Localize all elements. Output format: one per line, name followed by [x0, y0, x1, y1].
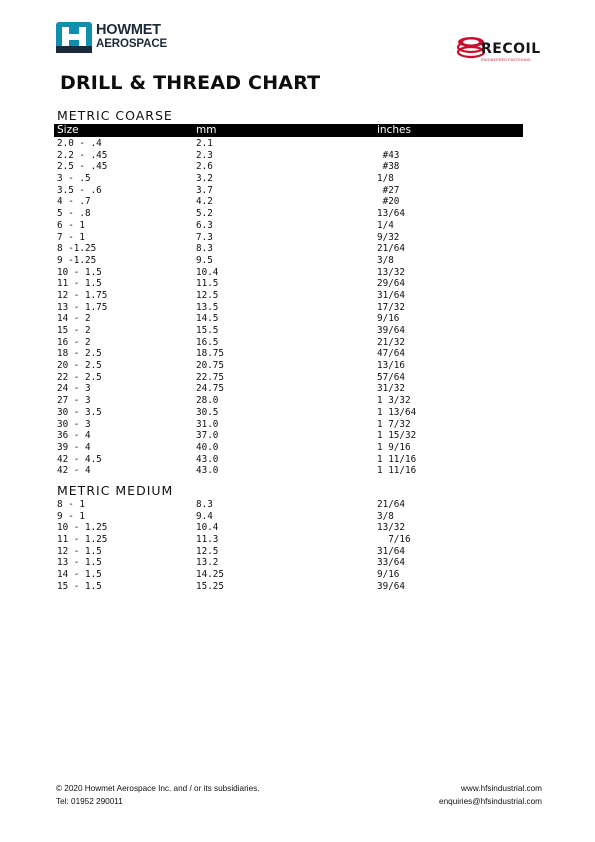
cell-inches: 29/64: [377, 278, 405, 290]
cell-mm: 43.0: [196, 453, 219, 465]
cell-size: 3 - .5: [57, 173, 91, 185]
cell-inches: 31/64: [377, 289, 405, 301]
cell-mm: 10.4: [196, 522, 219, 534]
metric-coarse-table: [57, 138, 527, 477]
cell-inches: 9/32: [377, 231, 400, 243]
howmet-logo-line2: AEROSPACE: [96, 38, 168, 50]
cell-inches: 21/32: [377, 336, 405, 348]
cell-mm: 15.5: [196, 325, 219, 336]
footer-copyright: © 2020 Howmet Aerospace Inc. and / or its subsidiaries.: [56, 784, 260, 793]
cell-mm: 31.0: [196, 418, 219, 430]
cell-size: 2.5 - .45: [57, 161, 108, 173]
table-row: [57, 407, 527, 419]
cell-size: 14 - 2: [57, 313, 91, 325]
cell-mm: 3.7: [196, 184, 213, 196]
table-row: [57, 232, 527, 244]
cell-mm: 15.25: [196, 580, 224, 591]
cell-size: 12 - 1.75: [57, 289, 108, 301]
footer-website[interactable]: www.hfsindustrial.com: [461, 784, 542, 793]
cell-mm: 5.2: [196, 208, 213, 220]
cell-size: 3.5 - .6: [57, 184, 102, 196]
table-row: [57, 511, 527, 523]
section-title-metric-coarse: METRIC COARSE: [57, 108, 173, 123]
cell-size: 2.2 - .45: [57, 149, 108, 161]
cell-size: 22 - 2.5: [57, 371, 102, 383]
cell-inches: 17/32: [377, 301, 405, 313]
cell-size: 24 - 3: [57, 383, 91, 395]
recoil-logo: [455, 36, 547, 66]
cell-mm: 22.75: [196, 371, 224, 383]
cell-mm: 8.3: [196, 499, 213, 510]
cell-size: 9 -1.25: [57, 254, 97, 266]
table-row: [57, 255, 527, 267]
cell-inches: #20: [377, 196, 400, 208]
cell-inches: 9/16: [377, 569, 400, 581]
cell-inches: 1 11/16: [377, 453, 417, 465]
cell-size: 14 - 1.5: [57, 569, 102, 581]
cell-mm: 18.75: [196, 348, 224, 360]
recoil-logo-tagline: ENGINEERED FASTENING: [481, 58, 531, 62]
cell-inches: 1/4: [377, 219, 394, 231]
howmet-logo: [56, 21, 186, 53]
section-title-metric-medium: METRIC MEDIUM: [57, 483, 174, 498]
table-row: [57, 313, 527, 325]
cell-size: 30 - 3.5: [57, 406, 102, 418]
cell-mm: 20.75: [196, 360, 224, 372]
cell-inches: 31/64: [377, 545, 405, 557]
cell-mm: 13.2: [196, 557, 219, 569]
table-row: [57, 383, 527, 395]
cell-size: 11 - 1.5: [57, 278, 102, 290]
cell-inches: 3/8: [377, 254, 394, 266]
cell-inches: 39/64: [377, 580, 405, 591]
cell-mm: 10.4: [196, 266, 219, 278]
howmet-h-logo-icon: [56, 22, 92, 53]
cell-inches: 33/64: [377, 557, 405, 569]
table-row: [57, 278, 527, 290]
table-row: [57, 465, 527, 477]
table-row: [57, 581, 527, 591]
cell-size: 12 - 1.5: [57, 545, 102, 557]
cell-size: 15 - 1.5: [57, 580, 102, 591]
cell-mm: 40.0: [196, 441, 219, 453]
cell-inches: 13/32: [377, 266, 405, 278]
cell-mm: 9.4: [196, 510, 213, 522]
header-size: Size: [57, 124, 79, 136]
cell-inches: 1 11/16: [377, 465, 417, 477]
cell-size: 13 - 1.75: [57, 301, 108, 313]
cell-size: 42 - 4.5: [57, 453, 102, 465]
header-inches: inches: [377, 124, 411, 136]
cell-mm: 14.25: [196, 569, 224, 581]
cell-mm: 9.5: [196, 254, 213, 266]
cell-mm: 8.3: [196, 243, 213, 255]
cell-inches: #27: [377, 184, 400, 196]
cell-inches: 31/32: [377, 383, 405, 395]
cell-inches: 3/8: [377, 510, 394, 522]
cell-inches: 1 9/16: [377, 441, 411, 453]
cell-mm: 16.5: [196, 336, 219, 348]
table-row: [57, 302, 527, 314]
cell-mm: 28.0: [196, 395, 219, 407]
cell-mm: 43.0: [196, 465, 219, 477]
table-row: [57, 360, 527, 372]
cell-inches: 1 7/32: [377, 418, 411, 430]
cell-size: 8 -1.25: [57, 243, 97, 255]
cell-inches: #43: [377, 149, 400, 161]
table-row: [57, 419, 527, 431]
table-row: [57, 173, 527, 185]
cell-inches: 47/64: [377, 348, 405, 360]
table-row: [57, 499, 527, 511]
cell-size: 8 - 1: [57, 499, 85, 510]
cell-inches: 57/64: [377, 371, 405, 383]
table-row: [57, 185, 527, 197]
cell-size: 11 - 1.25: [57, 534, 108, 546]
table-row: [57, 522, 527, 534]
cell-size: 7 - 1: [57, 231, 85, 243]
cell-size: 30 - 3: [57, 418, 91, 430]
cell-size: 39 - 4: [57, 441, 91, 453]
cell-inches: 13/32: [377, 522, 405, 534]
cell-inches: 13/64: [377, 208, 405, 220]
table-row: [57, 372, 527, 384]
table-row: [57, 395, 527, 407]
cell-inches: 9/16: [377, 313, 400, 325]
table-row: [57, 196, 527, 208]
recoil-logo-word: RECOIL: [481, 41, 541, 57]
cell-size: 15 - 2: [57, 325, 91, 336]
cell-inches: 1 15/32: [377, 430, 417, 442]
cell-mm: 3.2: [196, 173, 213, 185]
cell-size: 2.0 - .4: [57, 138, 102, 149]
table-row: [57, 220, 527, 232]
cell-size: 10 - 1.25: [57, 522, 108, 534]
metric-medium-table: [57, 499, 527, 591]
cell-inches: 1 13/64: [377, 406, 417, 418]
table-row: [57, 546, 527, 558]
footer-email[interactable]: enquiries@hfsindustrial.com: [439, 797, 542, 806]
cell-mm: 7.3: [196, 231, 213, 243]
cell-inches: 1 3/32: [377, 395, 411, 407]
table-header-row: [54, 124, 523, 137]
cell-mm: 2.6: [196, 161, 213, 173]
table-row: [57, 138, 527, 150]
cell-inches: 13/16: [377, 360, 405, 372]
cell-mm: 2.1: [196, 138, 213, 149]
table-row: [57, 325, 527, 337]
footer-tel: Tel: 01952 290011: [56, 797, 123, 806]
cell-inches: 1/8: [377, 173, 394, 185]
table-row: [57, 348, 527, 360]
cell-inches: 21/64: [377, 499, 405, 510]
cell-mm: 12.5: [196, 545, 219, 557]
cell-inches: 7/16: [377, 534, 411, 546]
cell-mm: 30.5: [196, 406, 219, 418]
cell-size: 4 - .7: [57, 196, 91, 208]
cell-size: 42 - 4: [57, 465, 91, 477]
cell-size: 36 - 4: [57, 430, 91, 442]
cell-inches: #38: [377, 161, 400, 173]
cell-mm: 6.3: [196, 219, 213, 231]
cell-mm: 2.3: [196, 149, 213, 161]
header-mm: mm: [196, 124, 217, 136]
table-row: [57, 150, 527, 162]
cell-size: 9 - 1: [57, 510, 85, 522]
cell-mm: 37.0: [196, 430, 219, 442]
cell-mm: 11.5: [196, 278, 219, 290]
cell-mm: 11.3: [196, 534, 219, 546]
cell-size: 18 - 2.5: [57, 348, 102, 360]
cell-mm: 24.75: [196, 383, 224, 395]
cell-mm: 13.5: [196, 301, 219, 313]
table-row: [57, 557, 527, 569]
table-row: [57, 454, 527, 466]
cell-mm: 4.2: [196, 196, 213, 208]
howmet-logo-line1: HOWMET: [96, 22, 161, 38]
cell-size: 13 - 1.5: [57, 557, 102, 569]
cell-size: 27 - 3: [57, 395, 91, 407]
cell-size: 16 - 2: [57, 336, 91, 348]
cell-mm: 14.5: [196, 313, 219, 325]
cell-mm: 12.5: [196, 289, 219, 301]
table-row: [57, 267, 527, 279]
table-row: [57, 161, 527, 173]
cell-size: 6 - 1: [57, 219, 85, 231]
cell-size: 10 - 1.5: [57, 266, 102, 278]
table-row: [57, 208, 527, 220]
cell-inches: 39/64: [377, 325, 405, 336]
cell-inches: 21/64: [377, 243, 405, 255]
cell-size: 5 - .8: [57, 208, 91, 220]
cell-size: 20 - 2.5: [57, 360, 102, 372]
table-row: [57, 430, 527, 442]
table-row: [57, 337, 527, 349]
table-row: [57, 290, 527, 302]
table-row: [57, 569, 527, 581]
table-row: [57, 442, 527, 454]
table-row: [57, 243, 527, 255]
table-row: [57, 534, 527, 546]
page-title: DRILL & THREAD CHART: [60, 72, 321, 94]
